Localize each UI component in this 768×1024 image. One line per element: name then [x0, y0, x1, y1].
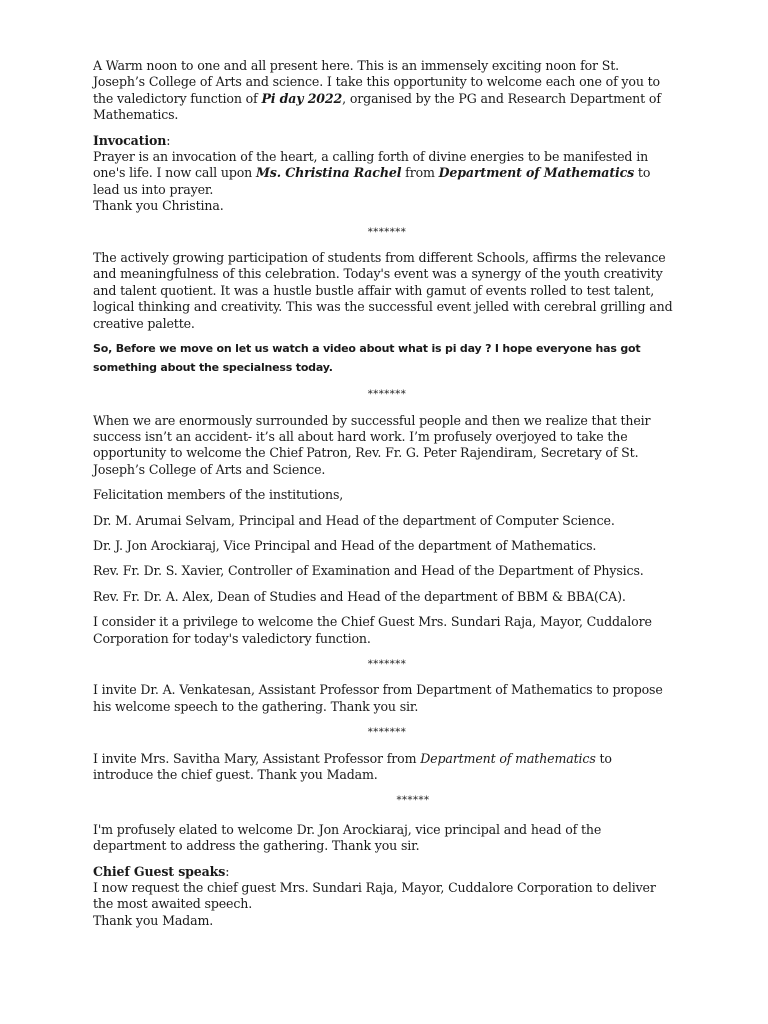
felicitation-intro: Felicitation members of the institutions, [93, 487, 344, 503]
invocation-thanks: Thank you Christina. [93, 198, 224, 214]
felicitation-member: Dr. M. Arumai Selvam, Principal and Head of the department of Computer Science. [93, 512, 615, 528]
chief-guest-speaks-paragraph: I now request the chief guest Mrs. Sundari Raja, Mayor, Cuddalore Corporation to deliver the most awaited speech. [93, 880, 656, 912]
intro-text-2: , organised by the PG and Research Department of Mathematics. [93, 90, 661, 123]
introduce-guest-department: Department of mathematics [420, 750, 596, 766]
vice-principal-paragraph: I'm profusely elated to welcome Dr. Jon Arockiaraj, vice principal and head of the department to address the gathering. Thank you sir. [93, 821, 602, 854]
chief-guest-speaks-thanks: Thank you Madam. [93, 912, 214, 928]
participation-paragraph: The actively growing participation of students from different Schools, affirms the relevance and meaningfulness of this celebration. Today's event was a synergy of the youth creativity and talent quotient. It was a hustle bustle affair with gamut of events rolled to test talent, logical thinking and creativity. This was the successful event jelled with cerebral grilling and creative palette. [93, 250, 673, 331]
separator: ******* [367, 226, 407, 238]
welcome-speech-paragraph: I invite Dr. A. Venkatesan, Assistant Professor from Department of Mathematics to propose his welcome speech to the gathering. Thank you sir. [93, 682, 663, 714]
separator: ******* [367, 389, 407, 401]
separator: ****** [396, 795, 430, 807]
intro-paragraph [93, 58, 673, 124]
introduce-guest-paragraph: I invite Mrs. Savitha Mary, Assistant Professor from Department of mathematics to introduce the chief guest. Thank you Madam. [93, 750, 612, 782]
invocation-paragraph: Prayer is an invocation of the heart, a calling forth of divine energies to be manifested in one's life. I now call upon Ms. Christina Rachel from Department of Mathematics to lead us into prayer. [93, 149, 651, 197]
invocation-department: Department of Mathematics [438, 165, 635, 181]
separator: ******* [367, 727, 407, 739]
patron-paragraph: When we are enormously surrounded by successful people and then we realize that their success isn’t an accident- it’s all about hard work. I’m profusely overjoyed to take the opportunity to welcome the Chief Patron, Rev. Fr. G. Peter Rajendiram, Secretary of St. Joseph’s College of Arts and Science. [93, 412, 651, 477]
invocation-person: Ms. Christina Rachel [256, 165, 402, 181]
separator: ******* [367, 658, 407, 670]
felicitation-member: Rev. Fr. Dr. S. Xavier, Controller of Examination and Head of the Department of Physics. [93, 563, 644, 579]
intro-text-1: A Warm noon to one and all present here. This is an immensely exciting noon for St. Joseph’s College of Arts and science. I take this opportunity to welcome each one of you to the valedictory function of [93, 58, 660, 106]
document-page [93, 58, 673, 929]
chief-guest-speaks-heading: Chief Guest speaks: [93, 863, 230, 879]
felicitation-member: Rev. Fr. Dr. A. Alex, Dean of Studies and Head of the department of BBM & BBA(CA). [93, 588, 626, 604]
invocation-heading: Invocation: [93, 132, 171, 148]
felicitation-member: Dr. J. Jon Arockiaraj, Vice Principal and Head of the department of Mathematics. [93, 537, 597, 553]
video-paragraph: So, Before we move on let us watch a video about what is pi day ? I hope everyone has got something about the specialness today. [93, 342, 641, 375]
chief-guest-welcome-paragraph: I consider it a privilege to welcome the Chief Guest Mrs. Sundari Raja, Mayor, Cuddalore Corporation for today's valedictory function. [93, 614, 652, 646]
event-name: Pi day 2022 [261, 90, 343, 106]
